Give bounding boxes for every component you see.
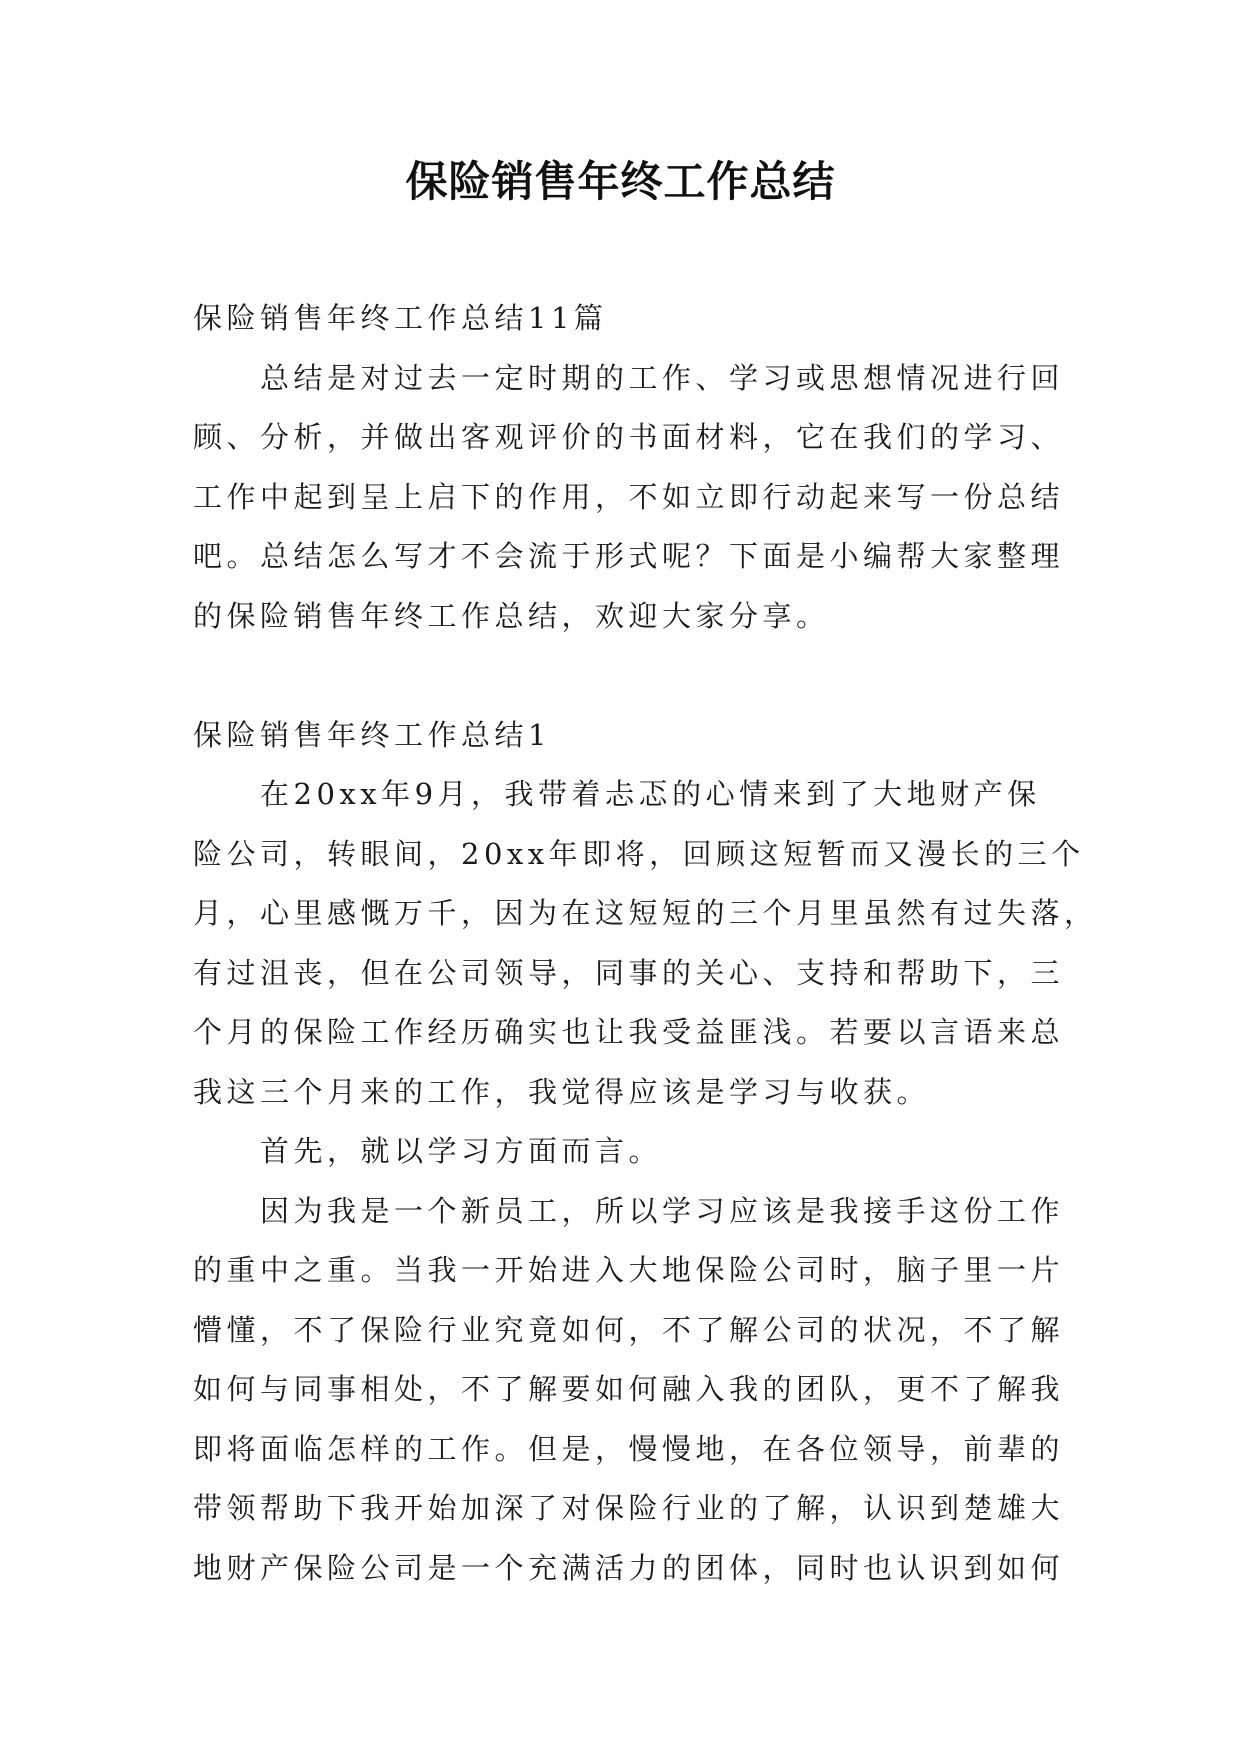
paragraph-line: 如何与同事相处，不了解要如何融入我的团队，更不了解我 <box>193 1372 1065 1406</box>
paragraph-line: 月，心里感慨万千，因为在这短短的三个月里虽然有过失落， <box>193 896 1098 930</box>
subtitle-line: 保险销售年终工作总结11篇 <box>193 301 608 335</box>
document-title: 保险销售年终工作总结 <box>405 157 836 206</box>
paragraph-line: 我这三个月来的工作，我觉得应该是学习与收获。 <box>193 1074 931 1109</box>
paragraph-line: 首先，就以学习方面而言。 <box>193 1134 663 1168</box>
paragraph-line: 在20xx年9月，我带着忐忑的心情来到了大地财产保 <box>193 777 1041 811</box>
document-body <box>193 289 1098 1598</box>
paragraph-line: 地财产保险公司是一个充满活力的团体，同时也认识到如何 <box>193 1550 1065 1585</box>
paragraph-line: 有过沮丧，但在公司领导，同事的关心、支持和帮助下，三 <box>193 955 1065 990</box>
paragraph-line: 因为我是一个新员工，所以学习应该是我接手这份工作 <box>193 1193 1065 1228</box>
paragraph-line: 的保险销售年终工作总结，欢迎大家分享。 <box>193 598 830 633</box>
paragraph-line: 个月的保险工作经历确实也让我受益匪浅。若要以言语来总 <box>193 1015 1065 1049</box>
paragraph-line: 懵懂，不了保险行业究竟如何，不了解公司的状况，不了解 <box>193 1312 1065 1347</box>
paragraph-line: 工作中起到呈上启下的作用，不如立即行动起来写一份总结 <box>193 479 1065 514</box>
section-heading: 保险销售年终工作总结1 <box>193 717 551 752</box>
paragraph-line: 险公司，转眼间，20xx年即将，回顾这短暂而又漫长的三个 <box>193 836 1085 871</box>
paragraph-line: 带领帮助下我开始加深了对保险行业的了解，认识到楚雄大 <box>193 1491 1065 1525</box>
paragraph-line: 总结是对过去一定时期的工作、学习或思想情况进行回 <box>193 360 1065 395</box>
paragraph-line: 吧。总结怎么写才不会流于形式呢？下面是小编帮大家整理 <box>193 539 1065 573</box>
paragraph-line: 的重中之重。当我一开始进入大地保险公司时，脑子里一片 <box>193 1253 1065 1287</box>
paragraph-line: 即将面临怎样的工作。但是，慢慢地，在各位领导，前辈的 <box>193 1431 1065 1466</box>
paragraph-gap <box>193 646 1061 706</box>
paragraph-line: 顾、分析，并做出客观评价的书面材料，它在我们的学习、 <box>193 420 1065 454</box>
